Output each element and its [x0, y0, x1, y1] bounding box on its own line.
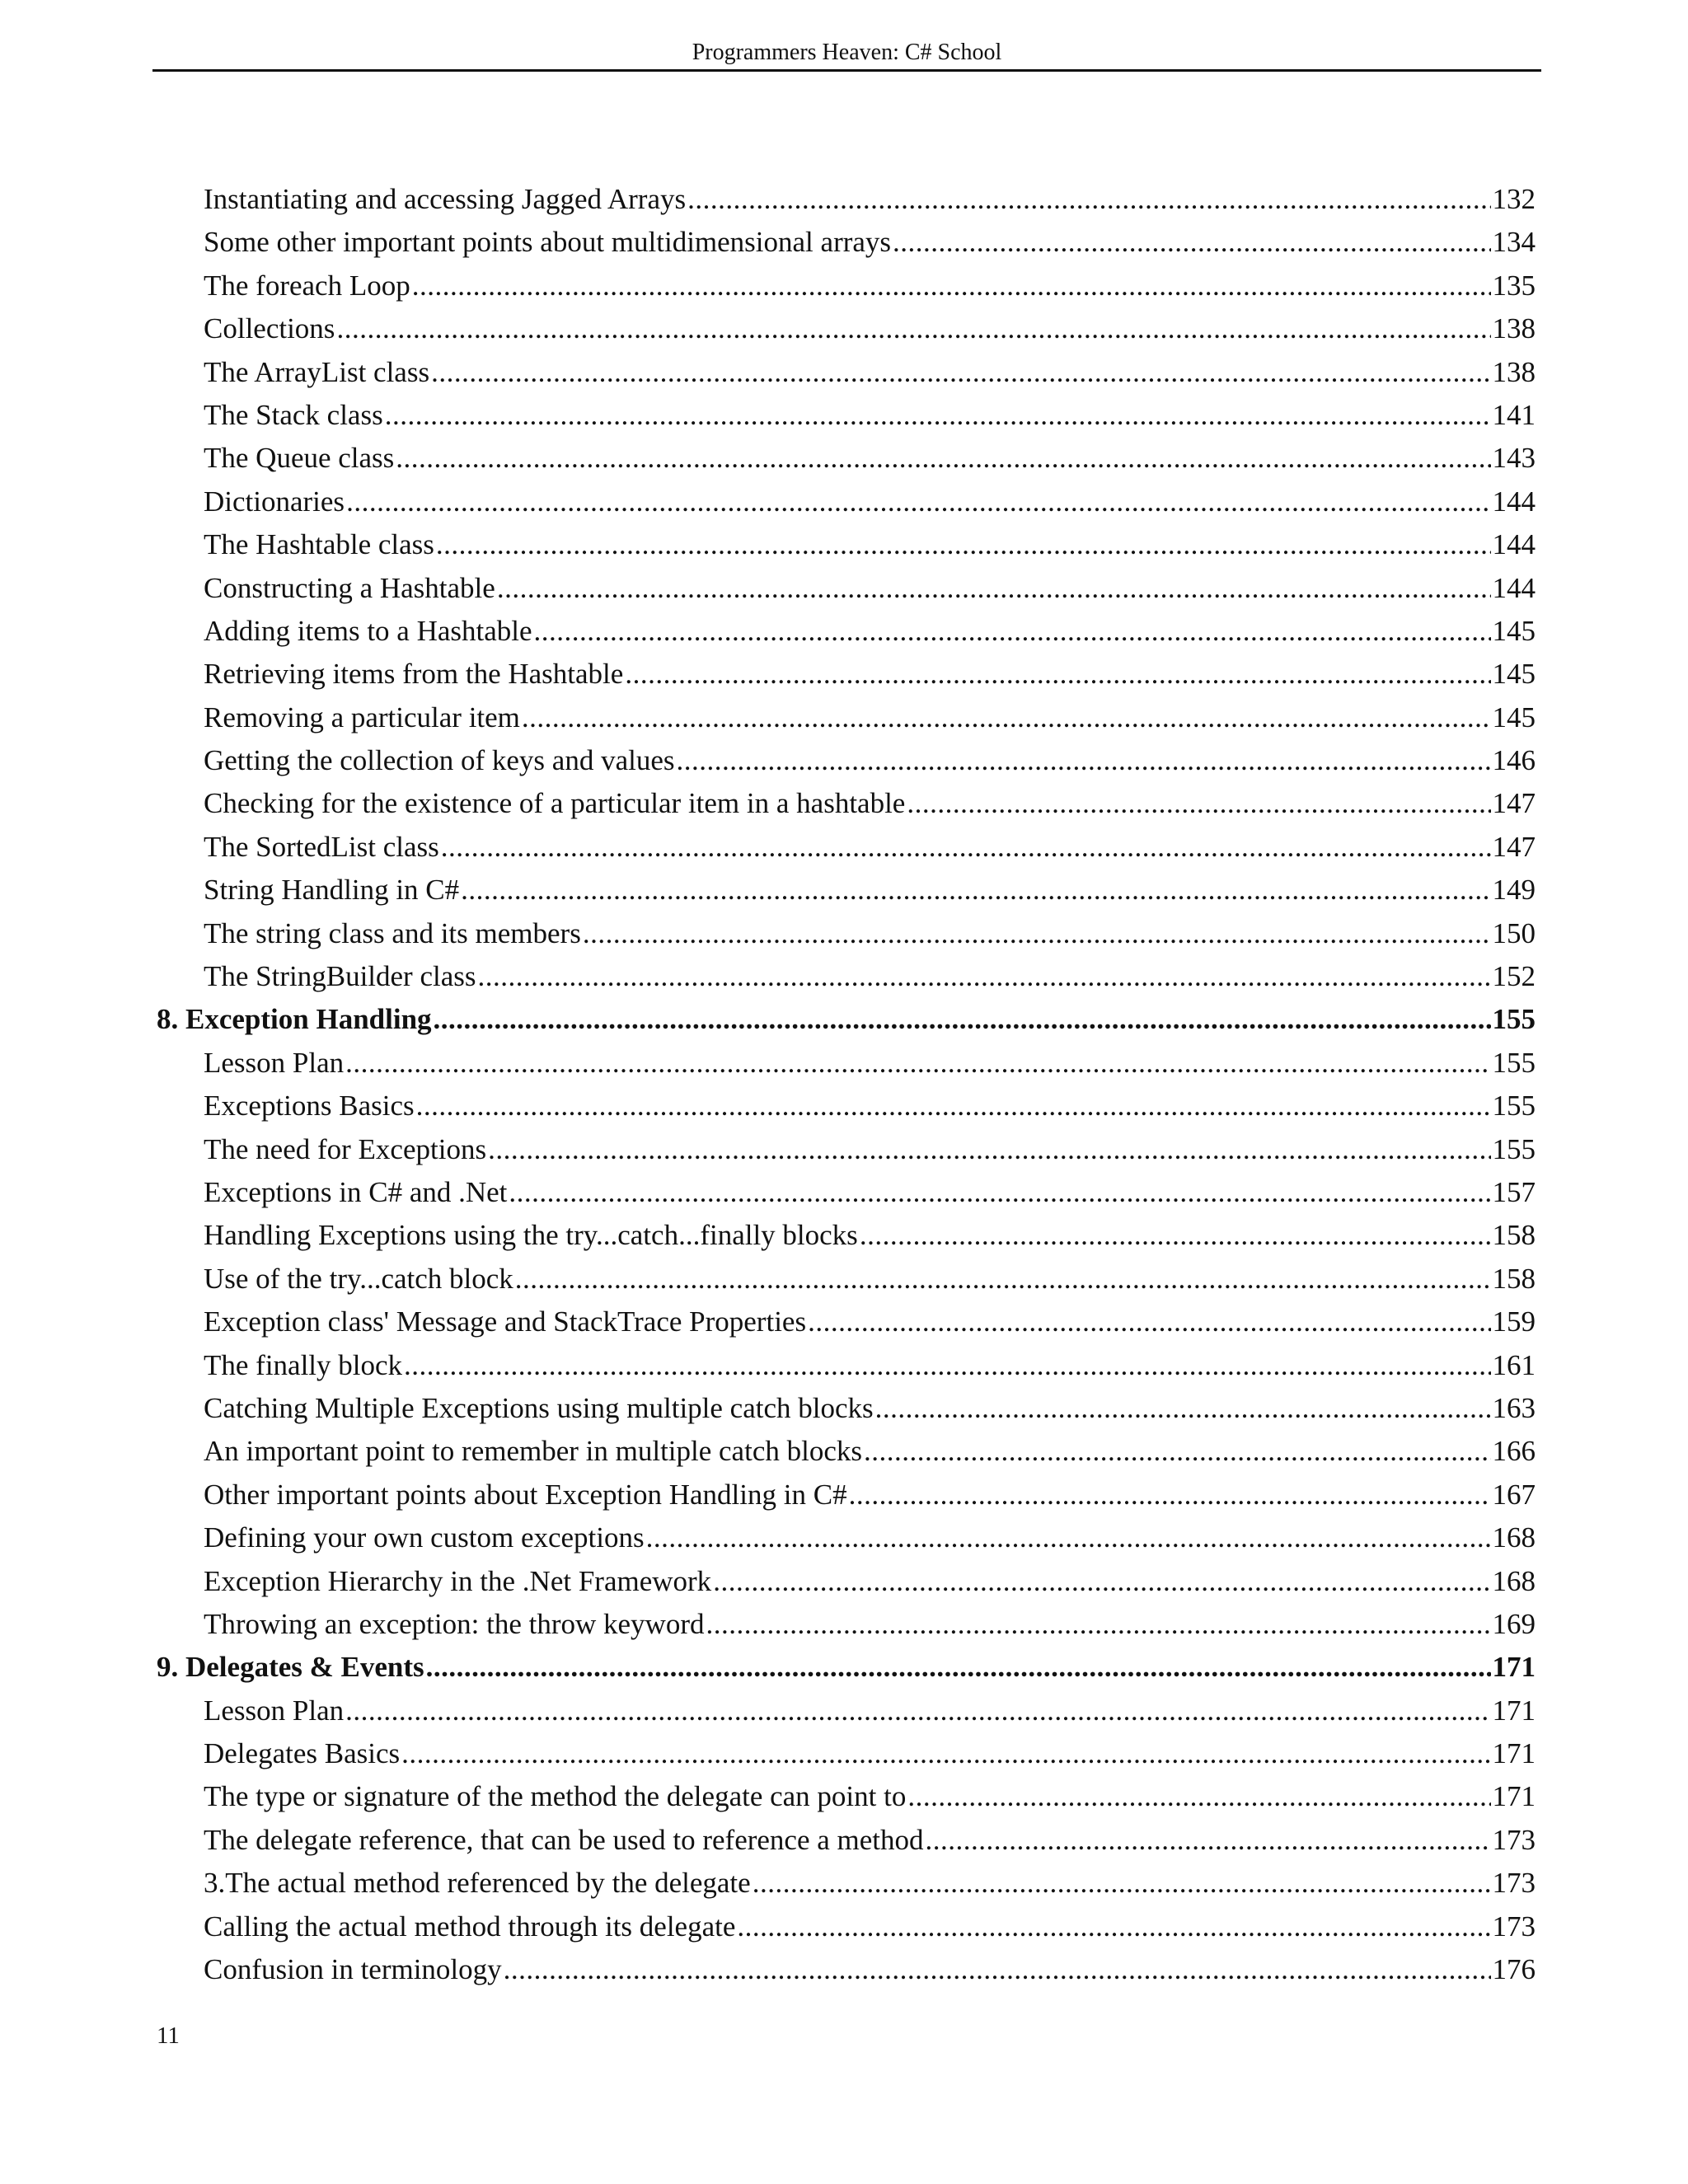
toc-entry-title: Exceptions in C# and .Net [204, 1175, 508, 1208]
toc-dot-leader [706, 1603, 1490, 1646]
toc-dot-leader [441, 826, 1491, 869]
header-title: Programmers Heaven: C# School [692, 40, 1002, 65]
toc-entry-title: Defining your own custom exceptions [204, 1521, 645, 1554]
toc-dot-leader [515, 1258, 1491, 1301]
toc-dot-leader [687, 178, 1490, 221]
toc-entry-page: 157 [1492, 1175, 1536, 1208]
toc-dot-leader [534, 610, 1491, 653]
toc-entry-title: Checking for the existence of a particular item in a hashtable [204, 787, 906, 820]
toc-dot-leader [404, 1344, 1490, 1387]
toc-section-entry[interactable] [157, 1128, 1536, 1171]
toc-entry-page: 171 [1492, 1694, 1536, 1727]
toc-entry-title: Calling the actual method through its delegate [204, 1910, 736, 1943]
toc-entry-page: 144 [1492, 571, 1536, 604]
toc-entry-page: 145 [1492, 614, 1536, 647]
toc-entry-page: 152 [1492, 960, 1536, 993]
toc-dot-leader [434, 998, 1491, 1041]
toc-section-entry[interactable] [157, 265, 1536, 307]
toc-dot-leader [504, 1948, 1491, 1991]
toc-section-entry[interactable] [157, 1171, 1536, 1214]
toc-entry-page: 135 [1492, 269, 1536, 302]
toc-section-entry[interactable] [157, 912, 1536, 955]
toc-dot-leader [497, 567, 1491, 610]
toc-section-entry[interactable] [157, 1474, 1536, 1516]
toc-section-entry[interactable] [157, 1690, 1536, 1732]
toc-dot-leader [907, 782, 1490, 825]
toc-section-entry[interactable] [157, 307, 1536, 350]
toc-dot-leader [431, 351, 1490, 394]
toc-entry-title: Lesson Plan [204, 1694, 345, 1727]
toc-entry-page: 155 [1492, 1090, 1536, 1122]
toc-entry-title: Lesson Plan [204, 1046, 345, 1079]
toc-entry-title: Exception Hierarchy in the .Net Framework [204, 1564, 712, 1597]
toc-section-entry[interactable] [157, 567, 1536, 610]
toc-section-entry[interactable] [157, 739, 1536, 782]
toc-entry-page: 173 [1492, 1823, 1536, 1856]
toc-entry-title: Constructing a Hashtable [204, 571, 495, 604]
toc-entry-page: 155 [1492, 1003, 1536, 1036]
toc-dot-leader [345, 1042, 1490, 1085]
toc-entry-title: The delegate reference, that can be used to reference a method [204, 1823, 924, 1856]
toc-entry-page: 169 [1492, 1607, 1536, 1640]
toc-section-entry[interactable] [157, 1732, 1536, 1775]
toc-dot-leader [849, 1474, 1491, 1516]
toc-entry-page: 143 [1492, 442, 1536, 475]
toc-entry-page: 163 [1492, 1391, 1536, 1424]
toc-dot-leader [583, 912, 1491, 955]
toc-section-entry[interactable] [157, 523, 1536, 566]
toc-dot-leader [808, 1301, 1490, 1343]
toc-dot-leader [461, 869, 1490, 912]
toc-section-entry[interactable] [157, 1301, 1536, 1343]
toc-entry-page: 155 [1492, 1132, 1536, 1165]
toc-entry-page: 147 [1492, 787, 1536, 820]
toc-section-entry[interactable] [157, 1085, 1536, 1127]
toc-entry-page: 145 [1492, 701, 1536, 733]
toc-entry-title: 9. Delegates & Events [157, 1651, 424, 1684]
toc-dot-leader [893, 221, 1490, 264]
toc-entry-title: Getting the collection of keys and values [204, 744, 675, 777]
toc-entry-title: The SortedList class [204, 830, 439, 863]
toc-section-entry[interactable] [157, 1948, 1536, 1991]
toc-entry-title: The string class and its members [204, 916, 581, 949]
toc-entry-page: 173 [1492, 1910, 1536, 1943]
toc-dot-leader [416, 1085, 1491, 1127]
toc-section-entry[interactable] [157, 1862, 1536, 1905]
toc-section-entry[interactable] [157, 782, 1536, 825]
toc-section-entry[interactable] [157, 1214, 1536, 1257]
toc-entry-title: Catching Multiple Exceptions using multiple catch blocks [204, 1391, 874, 1424]
toc-entry-title: Instantiating and accessing Jagged Arrays [204, 183, 687, 215]
toc-dot-leader [625, 653, 1490, 696]
toc-entry-title: The foreach Loop [204, 269, 410, 302]
page-number: 11 [157, 2022, 180, 2049]
toc-entry-page: 166 [1492, 1435, 1536, 1468]
toc-entry-page: 168 [1492, 1564, 1536, 1597]
toc-entry-page: 141 [1492, 398, 1536, 431]
toc-section-entry[interactable] [157, 1344, 1536, 1387]
toc-entry-title: Delegates Basics [204, 1737, 401, 1770]
toc-chapter-entry[interactable] [157, 1646, 1536, 1689]
toc-dot-leader [488, 1128, 1490, 1171]
toc-section-entry[interactable] [157, 696, 1536, 739]
toc-entry-page: 158 [1492, 1262, 1536, 1295]
toc-entry-page: 171 [1492, 1651, 1536, 1684]
toc-entry-title: 3.The actual method referenced by the delegate [204, 1867, 751, 1900]
toc-section-entry[interactable] [157, 610, 1536, 653]
toc-dot-leader [864, 1430, 1491, 1473]
toc-entry-title: Exceptions Basics [204, 1090, 415, 1122]
toc-entry-page: 176 [1492, 1953, 1536, 1986]
toc-dot-leader [345, 1690, 1490, 1732]
toc-entry-title: Removing a particular item [204, 701, 520, 733]
toc-section-entry[interactable] [157, 1258, 1536, 1301]
toc-dot-leader [753, 1862, 1491, 1905]
toc-dot-leader [509, 1171, 1490, 1214]
toc-dot-leader [646, 1516, 1491, 1559]
toc-section-entry[interactable] [157, 826, 1536, 869]
toc-dot-leader [677, 739, 1491, 782]
toc-entry-title: The Hashtable class [204, 528, 434, 561]
toc-entry-title: An important point to remember in multiple catch blocks [204, 1435, 862, 1468]
toc-entry-page: 155 [1492, 1046, 1536, 1079]
toc-entry-title: Collections [204, 312, 335, 345]
toc-dot-leader [875, 1387, 1491, 1430]
toc-dot-leader [907, 1775, 1490, 1818]
toc-entry-title: Exception class' Message and StackTrace Properties [204, 1305, 807, 1338]
toc-section-entry[interactable] [157, 394, 1536, 437]
toc-section-entry[interactable] [157, 653, 1536, 696]
toc-entry-page: 150 [1492, 916, 1536, 949]
toc-dot-leader [401, 1732, 1490, 1775]
toc-entry-page: 146 [1492, 744, 1536, 777]
toc-section-entry[interactable] [157, 1603, 1536, 1646]
toc-entry-page: 161 [1492, 1348, 1536, 1381]
toc-entry-page: 138 [1492, 312, 1536, 345]
toc-entry-page: 144 [1492, 485, 1536, 518]
toc-entry-page: 145 [1492, 658, 1536, 691]
toc-section-entry[interactable] [157, 1560, 1536, 1603]
toc-entry-page: 171 [1492, 1780, 1536, 1813]
toc-section-entry[interactable] [157, 1819, 1536, 1862]
toc-entry-page: 168 [1492, 1521, 1536, 1554]
toc-entry-page: 149 [1492, 874, 1536, 907]
toc-entry-title: 8. Exception Handling [157, 1003, 432, 1036]
toc-section-entry[interactable] [157, 869, 1536, 912]
toc-entry-title: The StringBuilder class [204, 960, 476, 993]
toc-entry-title: Other important points about Exception Handling in C# [204, 1478, 847, 1511]
page-header [152, 36, 1541, 72]
table-of-contents [157, 178, 1536, 1991]
toc-section-entry[interactable] [157, 178, 1536, 221]
toc-section-entry[interactable] [157, 221, 1536, 264]
toc-entry-title: Dictionaries [204, 485, 345, 518]
toc-entry-page: 167 [1492, 1478, 1536, 1511]
toc-entry-title: Some other important points about multidimensional arrays [204, 226, 892, 259]
toc-entry-title: The finally block [204, 1348, 403, 1381]
toc-section-entry[interactable] [157, 1905, 1536, 1948]
toc-dot-leader [713, 1560, 1490, 1603]
toc-dot-leader [860, 1214, 1491, 1257]
toc-dot-leader [396, 437, 1490, 480]
toc-entry-title: The need for Exceptions [204, 1132, 487, 1165]
toc-entry-title: The Stack class [204, 398, 383, 431]
toc-section-entry[interactable] [157, 1775, 1536, 1818]
toc-entry-page: 147 [1492, 830, 1536, 863]
toc-section-entry[interactable] [157, 480, 1536, 523]
toc-entry-page: 173 [1492, 1867, 1536, 1900]
toc-dot-leader [737, 1905, 1490, 1948]
toc-section-entry[interactable] [157, 1430, 1536, 1473]
toc-entry-title: Retrieving items from the Hashtable [204, 658, 624, 691]
toc-entry-title: Adding items to a Hashtable [204, 614, 532, 647]
toc-entry-title: String Handling in C# [204, 874, 460, 907]
toc-dot-leader [385, 394, 1491, 437]
toc-dot-leader [436, 523, 1491, 566]
toc-entry-title: Confusion in terminology [204, 1953, 502, 1986]
toc-entry-page: 158 [1492, 1219, 1536, 1252]
toc-section-entry[interactable] [157, 437, 1536, 480]
toc-entry-page: 132 [1492, 183, 1536, 215]
toc-entry-page: 171 [1492, 1737, 1536, 1770]
toc-entry-page: 144 [1492, 528, 1536, 561]
toc-dot-leader [426, 1646, 1491, 1689]
toc-dot-leader [522, 696, 1491, 739]
toc-section-entry[interactable] [157, 1042, 1536, 1085]
toc-section-entry[interactable] [157, 1387, 1536, 1430]
toc-dot-leader [346, 480, 1490, 523]
toc-section-entry[interactable] [157, 955, 1536, 998]
toc-dot-leader [412, 265, 1491, 307]
toc-section-entry[interactable] [157, 351, 1536, 394]
toc-entry-page: 159 [1492, 1305, 1536, 1338]
toc-dot-leader [478, 955, 1491, 998]
toc-entry-page: 138 [1492, 355, 1536, 388]
toc-entry-title: Throwing an exception: the throw keyword [204, 1607, 705, 1640]
toc-entry-page: 134 [1492, 226, 1536, 259]
toc-section-entry[interactable] [157, 1516, 1536, 1559]
toc-entry-title: Use of the try...catch block [204, 1262, 513, 1295]
toc-entry-title: The Queue class [204, 442, 395, 475]
toc-entry-title: The ArrayList class [204, 355, 430, 388]
toc-dot-leader [336, 307, 1490, 350]
toc-entry-title: Handling Exceptions using the try...catch...finally blocks [204, 1219, 858, 1252]
toc-chapter-entry[interactable] [157, 998, 1536, 1041]
toc-dot-leader [926, 1819, 1491, 1862]
toc-entry-title: The type or signature of the method the delegate can point to [204, 1780, 907, 1813]
